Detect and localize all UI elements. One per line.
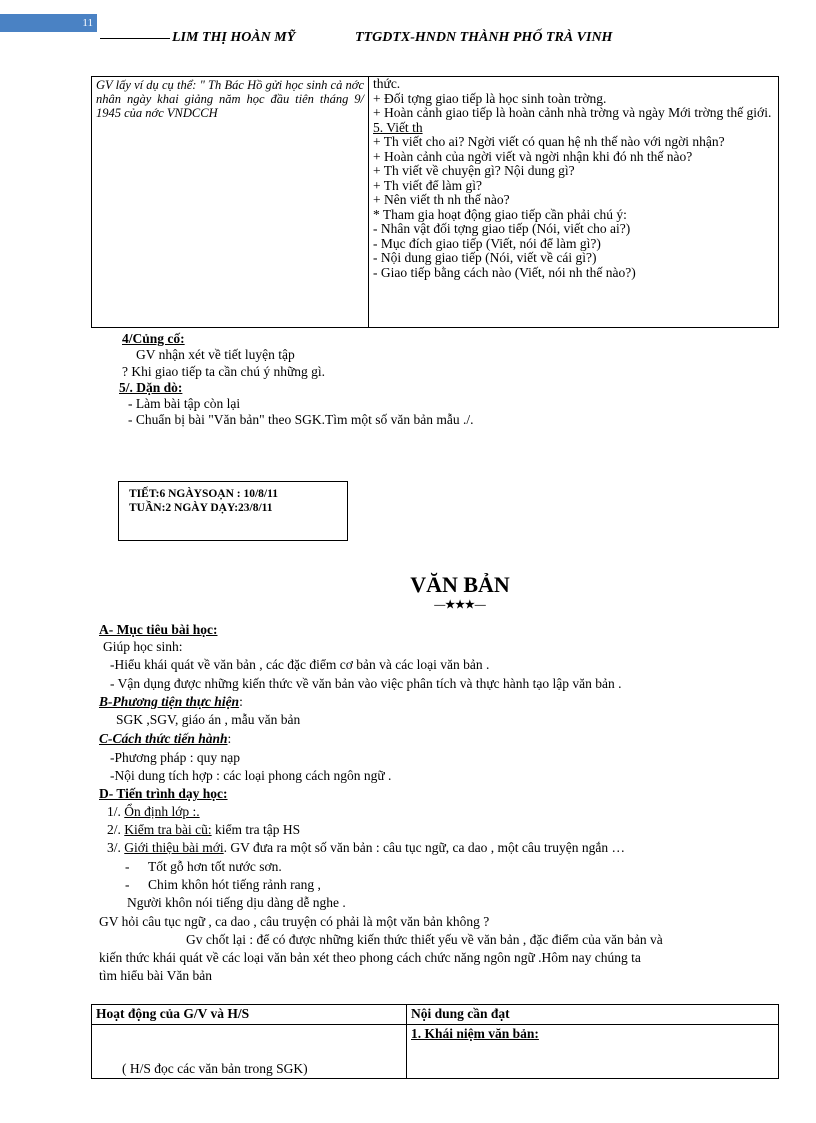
- header-organization: TTGDTX-HNDN THÀNH PHỐ TRÀ VINH: [355, 30, 613, 45]
- step-text: . GV đưa ra một số văn bản : câu tục ngữ, ca dao , một câu truyện ngắn …: [223, 840, 625, 855]
- activity-table: [91, 1004, 779, 1079]
- table2-cell-left: ( H/S đọc các văn bản trong SGK): [92, 1025, 407, 1079]
- homework-line: - Chuẩn bị bài "Văn bản" theo SGK.Tìm một số văn bản mẫu ./.: [128, 412, 474, 427]
- step-label: Ổn định lớp :.: [124, 804, 200, 819]
- lesson-info-box: [118, 481, 348, 541]
- table2-cell-right: 1. Khái niệm văn bản:: [407, 1025, 779, 1079]
- step-text: kiểm tra tập HS: [211, 822, 301, 837]
- bullet-dash: -: [125, 859, 130, 874]
- step-label: Giới thiệu bài mới: [124, 840, 224, 855]
- section-d-heading: D- Tiến trình dạy học:: [99, 786, 228, 801]
- step-number: 3/.: [107, 840, 125, 855]
- header-author: LIM THỊ HOÀN MỸ: [172, 30, 296, 45]
- lesson-info-line: TUẦN:2 NGÀY DẠY:23/8/11: [129, 502, 273, 514]
- example-line: Tốt gỗ hơn tốt nước sơn.: [148, 859, 282, 874]
- section-c-line: -Phương pháp : quy nạp: [110, 750, 240, 765]
- teacher-conclusion: tìm hiểu bài Văn bản: [99, 968, 212, 983]
- table1-line: + Hoàn cảnh giao tiếp là hoàn cảnh nhà trờng và ngày Mới trờng thế giới.: [373, 105, 772, 120]
- table1-line: + Th viết về chuyện gì? Nội dung gì?: [373, 163, 575, 178]
- teacher-question: GV hỏi câu tục ngữ , ca dao , câu truyện có phải là một văn bản không ?: [99, 914, 490, 929]
- section-a-line: -Hiểu khái quát về văn bản , các đặc điểm cơ bản và các loại văn bản .: [110, 657, 490, 672]
- section-c-heading: C-Cách thức tiến hành: [99, 731, 228, 746]
- table1-line: * Tham gia hoạt động giao tiếp cần phải chú ý:: [373, 206, 627, 222]
- table2-header-right: Nội dung cần đạt: [407, 1005, 779, 1025]
- table1-left-cell: GV lấy ví dụ cụ thể: " Th Bác Hồ gửi học sinh cả nớc nhân ngày khai giảng năm học đầu tiên tháng 9/ 1945 của nớc VNDCCH: [92, 77, 369, 328]
- bullet-dash: -: [125, 877, 130, 892]
- section-b-line: SGK ,SGV, giáo án , mẫu văn bản: [116, 712, 301, 727]
- table1-right-cell: [369, 77, 779, 328]
- section-c-heading-row: [99, 731, 231, 747]
- section-d-step: [107, 840, 625, 856]
- table1-subheading: 5. Viết th: [373, 119, 423, 135]
- step-number: 1/.: [107, 804, 125, 819]
- section-b-colon: :: [239, 694, 243, 709]
- table1-line: + Hoàn cảnh của ngời viết và ngời nhận khi đó nh thế nào?: [373, 148, 693, 164]
- table1-line: - Giao tiếp bằng cách nào (Viết, nói nh thế nào?): [373, 264, 636, 280]
- consolidation-line: ? Khi giao tiếp ta cần chú ý những gì.: [122, 364, 326, 379]
- section-a-heading: A- Mục tiêu bài học:: [99, 622, 218, 637]
- section-a-line: Giúp học sinh:: [103, 639, 183, 654]
- consolidation-heading: 4/Củng cố:: [122, 331, 185, 346]
- table1-line: + Th viết để làm gì?: [373, 177, 482, 193]
- page-number: 11: [0, 14, 97, 32]
- step-number: 2/.: [107, 822, 125, 837]
- table1-line: - Nội dung giao tiếp (Nói, viết về cái gì?): [373, 250, 597, 265]
- table1-line: - Nhân vật đối tợng giao tiếp (Nói, viết cho ai?): [373, 221, 631, 236]
- homework-heading: 5/. Dặn dò:: [119, 380, 183, 395]
- table1-line: + Đối tợng giao tiếp là học sinh toàn trờng.: [373, 90, 607, 106]
- section-c-line: -Nội dung tích hợp : các loại phong cách ngôn ngữ .: [110, 768, 392, 783]
- teacher-conclusion: Gv chốt lại : để có được những kiến thức thiết yếu về văn bản , đặc điểm của văn bản và: [186, 932, 663, 947]
- table1-line: + Th viết cho ai? Ngời viết có quan hệ nh thế nào với ngời nhận?: [373, 134, 725, 149]
- teacher-conclusion: kiến thức khái quát về các loại văn bản xét theo phong cách chức năng ngôn ngữ .Hôm nay chúng ta: [99, 950, 641, 965]
- document-title: VĂN BẢN: [410, 572, 510, 597]
- table1-line: - Mục đích giao tiếp (Viết, nói để làm gì?): [373, 235, 601, 251]
- table1-line: + Nên viết th nh thế nào?: [373, 192, 510, 207]
- section-c-colon: :: [227, 731, 232, 746]
- step-label: Kiểm tra bài cũ:: [124, 822, 212, 837]
- section-a-line: - Vận dụng được những kiến thức về văn bản vào việc phân tích và thực hành tạo lập văn bản .: [110, 676, 622, 691]
- section-b-heading: B-Phương tiện thực hiện: [99, 694, 240, 709]
- section-b-heading-row: [99, 694, 243, 710]
- header-underline: [100, 28, 170, 39]
- activity-table-continued: [91, 76, 779, 328]
- table2-header-left: Hoạt động của G/V và H/S: [92, 1005, 407, 1025]
- lesson-info-line: TIẾT:6 NGÀYSOẠN : 10/8/11: [129, 488, 278, 500]
- example-line: Người khôn nói tiếng dịu dàng dễ nghe .: [127, 895, 346, 910]
- section-d-step: [107, 804, 200, 820]
- consolidation-line: GV nhận xét về tiết luyện tập: [136, 347, 295, 362]
- title-ornament: —★★★—: [434, 599, 486, 611]
- section-d-step: [107, 822, 300, 838]
- homework-line: - Làm bài tập còn lại: [128, 396, 241, 411]
- example-line: Chim khôn hót tiếng rảnh rang ,: [148, 877, 321, 892]
- table1-line: thức.: [373, 76, 401, 91]
